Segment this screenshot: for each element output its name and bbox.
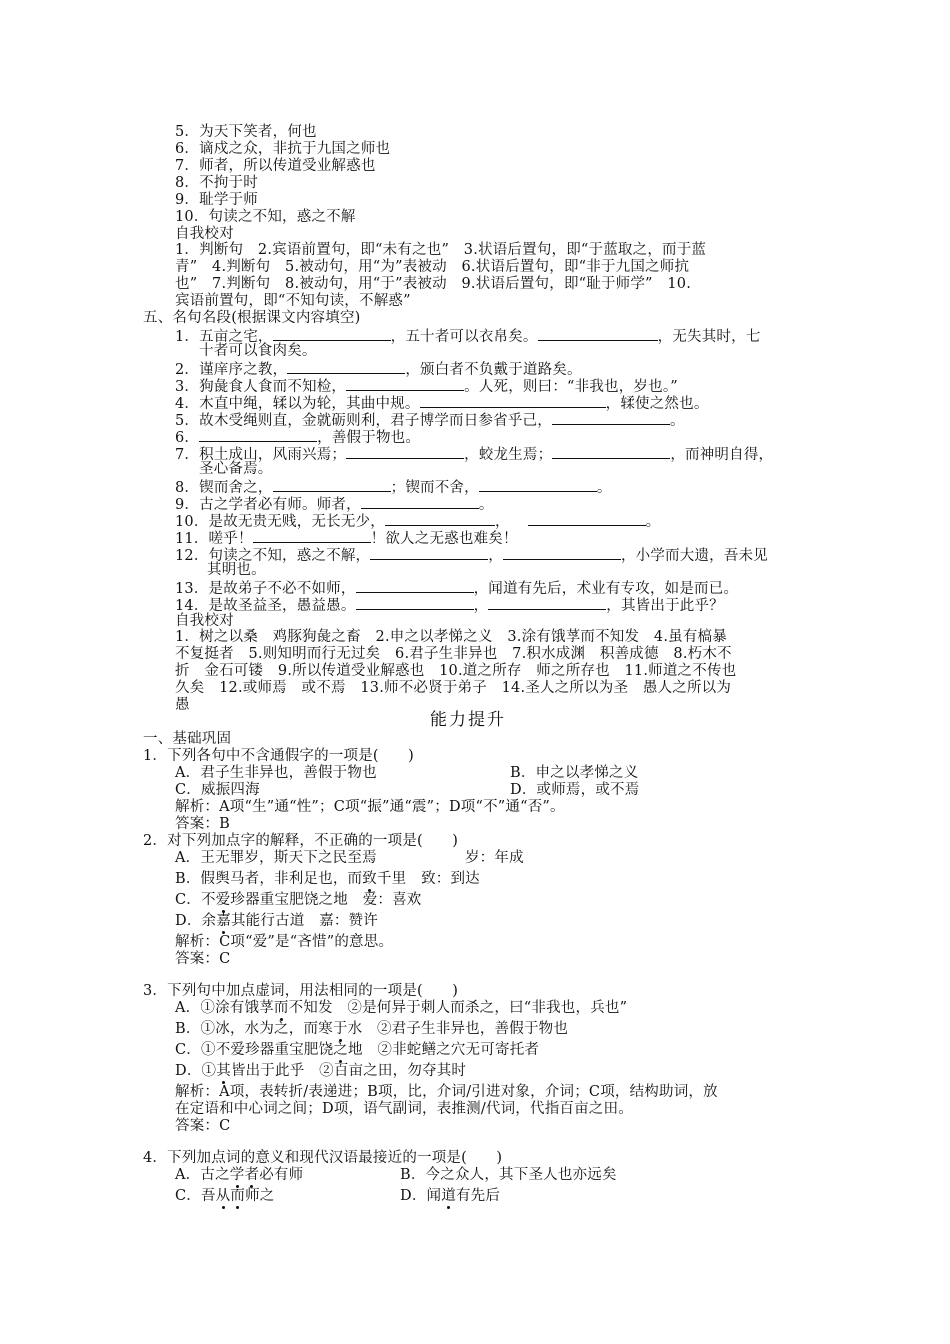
part4-item-10: 10．句读之不知，惑之不解 <box>175 209 356 225</box>
question-2-option-b: B．假舆马者，非利足也，而致千里 致：到达 <box>175 871 480 887</box>
part5-answer-line: 久矣 12.或师焉 或不焉 13.师不必贤于弟子 14.圣人之所以为圣 愚人之所以为 <box>175 680 732 696</box>
question-1-analysis: 解析：A项“生”通“性”；C项“振”通“震”；D项“不”通“否”。 <box>175 799 565 815</box>
fill-item-9: 9．古之学者必有师。师者， 。 <box>175 497 494 513</box>
question-2-stem: 2．对下列加点字的解释，不正确的一项是( ) <box>143 833 459 849</box>
part4-answer-line: 青” 4.判断句 5.被动句，用“为”表被动 6.状语后置句，即“非于九国之师抗 <box>175 259 690 275</box>
question-1-option-b: B．申之以孝悌之义 <box>510 765 639 781</box>
answer-blank[interactable] <box>503 546 621 560</box>
fill-item-1: 1．五亩之宅， ，五十者可以衣帛矣。 ，无失其时，七 <box>175 329 761 345</box>
answer-blank[interactable] <box>287 360 405 374</box>
part5-answer-line: 不复挺者 5.则知明而行无过矣 6.君子生非异也 7.积水成渊 积善成德 8.朽木不 <box>175 646 732 662</box>
fill-item-13: 13．是故弟子不必不如师， ，闻道有先后，术业有专攻，如是而已。 <box>175 581 739 597</box>
question-3-analysis-cont: 在定语和中心词之间；D项，语气副词，表推测/代词，代指百亩之田。 <box>175 1101 633 1117</box>
answer-blank[interactable] <box>273 478 391 492</box>
part5-check-title: 自我校对 <box>175 613 234 629</box>
question-1-option-a: A．君子生非异也，善假于物也 <box>175 765 377 781</box>
dotted-char: 学 <box>229 1167 245 1183</box>
part4-answer-line: 也” 7.判断句 8.被动句，用“于”表被动 9.状语后置句，即“耻于师学” 10. <box>175 276 692 292</box>
fill-item-6: 6． ，善假于物也。 <box>175 430 421 446</box>
dotted-char: 致 <box>362 871 377 887</box>
part4-item-6: 6．谪戍之众，非抗于九国之师也 <box>175 141 391 157</box>
question-2-answer: 答案：C <box>175 951 231 967</box>
answer-blank[interactable] <box>552 445 670 459</box>
answer-blank[interactable] <box>361 495 479 509</box>
fill-item-11: 11．嗟乎！ ！欲人之无惑也难矣！ <box>175 531 518 547</box>
fill-item-7-cont: 圣心备焉。 <box>199 461 273 477</box>
dotted-char: 于 <box>332 1021 348 1037</box>
dotted-char: 而 <box>230 1188 246 1204</box>
question-3-option-a: A．①涂有饿莩而不知发 ②是何异于刺人而杀之，曰“非我也，兵也” <box>175 1000 628 1016</box>
question-3-answer: 答案：C <box>175 1118 231 1134</box>
part4-item-5: 5．为天下笑者，何也 <box>175 124 317 140</box>
dotted-char: 而 <box>273 1000 289 1016</box>
question-1-answer: 答案：B <box>175 816 230 832</box>
part4-answer-line: 宾语前置句，即“不知句读，不解惑” <box>175 293 411 309</box>
part4-check-title: 自我校对 <box>175 226 234 242</box>
answer-blank[interactable] <box>273 327 391 341</box>
answer-blank[interactable] <box>479 478 597 492</box>
answer-blank[interactable] <box>370 546 488 560</box>
basic-heading: 一、基础巩固 <box>143 731 232 747</box>
fill-item-12: 12．句读之不知，惑之不解， ， ，小学而大遗，吾未见 <box>175 548 768 564</box>
dotted-char: 从 <box>215 1188 231 1204</box>
answer-blank[interactable] <box>488 596 606 610</box>
question-2-option-d: D．余嘉其能行古道 嘉：赞许 <box>175 913 378 929</box>
question-4-option-b: B．今之众人，其下圣人也亦远矣 <box>400 1167 617 1183</box>
question-4-stem: 4．下列加点词的意义和现代汉语最接近的一项是( ) <box>143 1150 503 1166</box>
question-3-option-c: C．①不爱珍器重宝肥饶之地 ②非蛇鳝之穴无可寄托者 <box>175 1042 540 1058</box>
answer-blank[interactable] <box>385 512 495 526</box>
question-1-stem: 1．下列各句中不含通假字的一项是( ) <box>143 748 415 764</box>
dotted-char: 爱 <box>215 892 231 908</box>
dotted-char: 者 <box>244 1167 260 1183</box>
dotted-char: 道 <box>441 1188 456 1204</box>
question-4-option-d: D．闻道有先后 <box>400 1188 501 1204</box>
answer-blank[interactable] <box>346 445 464 459</box>
answer-blank[interactable] <box>346 377 464 391</box>
part5-answer-line: 折 金石可镂 9.所以传道受业解惑也 10.道之所存 师之所存也 11.师道之不传也 <box>175 663 737 679</box>
fill-item-10: 10．是故无贵无贱，无长无少， ， 。 <box>175 514 661 530</box>
fill-item-1-cont: 十者可以食肉矣。 <box>199 343 317 359</box>
section-title: 能力提升 <box>430 710 506 730</box>
question-3-analysis: 解析：A项，表转折/表递进；B项，比，介词/引进对象，介词；C项，结构助词，放 <box>175 1084 718 1100</box>
fill-item-14: 14．是故圣益圣，愚益愚。 ， ，其皆出于此乎？ <box>175 598 724 614</box>
answer-blank[interactable] <box>528 512 646 526</box>
question-3-option-d: D．①其皆出于此乎 ②百亩之田，勿夺其时 <box>175 1063 467 1079</box>
fill-item-7: 7．积土成山，风雨兴焉； ，蛟龙生焉； ，而神明自得， <box>175 447 774 463</box>
question-2-option-a: A．王无罪岁，斯天下之民至焉 岁：年成 <box>175 850 524 866</box>
answer-blank[interactable] <box>420 394 606 408</box>
answer-blank[interactable] <box>356 596 474 610</box>
answer-blank[interactable] <box>356 579 474 593</box>
answer-blank[interactable] <box>552 411 670 425</box>
question-1-option-d: D．或师焉，或不焉 <box>510 782 640 798</box>
fill-item-5: 5．故木受绳则直，金就砺则利，君子博学而日参省乎己， 。 <box>175 413 685 429</box>
part5-answer-line: 1．树之以桑 鸡豚狗彘之畜 2.申之以孝悌之义 3.涂有饿莩而不知发 4.虽有槁暴 <box>175 629 727 645</box>
answer-blank[interactable] <box>253 529 371 543</box>
part4-answer-line: 1．判断句 2.宾语前置句，即“未有之也” 3.状语后置句，即“于蓝取之，而于蓝 <box>175 242 707 258</box>
part4-item-9: 9．耻学于师 <box>175 192 258 208</box>
part5-answer-line: 愚 <box>175 697 190 713</box>
dotted-char: 嘉 <box>216 913 231 929</box>
part4-item-8: 8．不拘于时 <box>175 175 258 191</box>
fill-item-8: 8．锲而舍之， ；锲而不舍， 。 <box>175 480 612 496</box>
answer-blank[interactable] <box>199 428 317 442</box>
fill-item-2: 2．谨庠序之教， ，颁白者不负戴于道路矣。 <box>175 362 582 378</box>
dotted-char: 之 <box>333 1042 348 1058</box>
fill-item-4: 4．木直中绳，𫐓以为轮，其曲中规。 ，𫐓使之然也。 <box>175 396 709 412</box>
answer-blank[interactable] <box>538 327 658 341</box>
question-4-option-c: C．吾从而师之 <box>175 1188 275 1204</box>
part5-heading: 五、名句名段(根据课文内容填空) <box>143 310 361 326</box>
question-4-option-a: A．古之学者必有师 <box>175 1167 304 1183</box>
fill-item-3: 3．狗彘食人食而不知检， 。人死，则曰：“非我也，岁也。” <box>175 379 678 395</box>
question-1-option-c: C．威振四海 <box>175 782 260 798</box>
question-3-stem: 3．下列句中加点虚词，用法相同的一项是( ) <box>143 983 459 999</box>
dotted-char: 其 <box>216 1063 231 1079</box>
question-3-option-b: B．①冰，水为之，而寒于水 ②君子生非异也，善假于物也 <box>175 1021 569 1037</box>
question-2-option-c: C．不爱珍器重宝肥饶之地 爱：喜欢 <box>175 892 422 908</box>
part4-item-7: 7．师者，所以传道受业解惑也 <box>175 158 376 174</box>
fill-item-12-cont: 其明也。 <box>207 562 266 578</box>
question-2-analysis: 解析：C项“爱”是“吝惜”的意思。 <box>175 934 394 950</box>
